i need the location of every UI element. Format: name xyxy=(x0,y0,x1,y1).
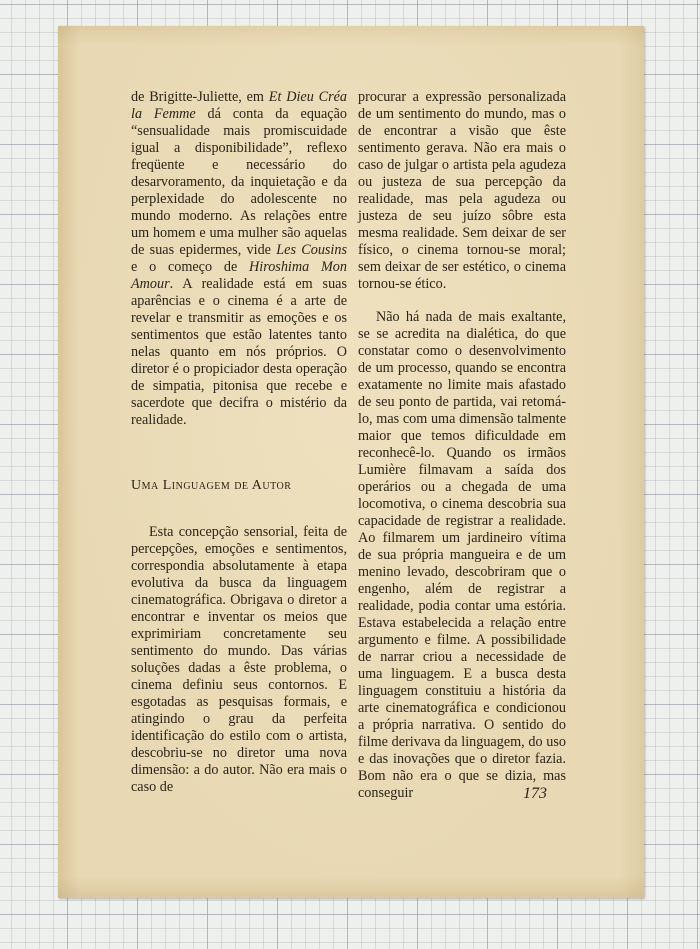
text-run: e o começo de xyxy=(131,259,250,275)
section-heading: Uma Linguagem de Autor xyxy=(131,478,292,493)
right-column xyxy=(358,89,566,802)
right-paragraph-2: Não há nada de mais exaltante, se se acredita na dialética, do que constatar como o desenvolvimento de um processo, quando se encontra exatamente no limite mais afastado de seu ponto de partida, vai retomá-lo, mas com uma dimensão talmente maior que temos dificuldade em reconhecê-lo. Quando os irmãos Lumière filmavam a saída dos operários ou a chegada de uma locomotiva, o cinema descobria sua capacidade de registrar a realidade. Ao filmarem um jardineiro vítima de sua própria mangueira e de um menino levado, descobriram que o engenho, além de registrar a realidade, podia contar uma estória. Estava estabelecida a relação entre argumento e filme. A possibilidade de narrar criou a necessidade de uma linguagem. E a busca desta linguagem constituiu a história da arte cinematográfica e condicionou a própria narrativa. O sentido do filme derivava da linguagem, do uso e das inovações que o diretor fazia. Bom não era o que se dizia, mas conseguir xyxy=(358,309,566,801)
book-page xyxy=(58,26,644,898)
left-column xyxy=(131,89,347,796)
film-title: Et Dieu Créa la Femme xyxy=(131,89,348,122)
right-paragraph-1: procurar a expressão personalizada de um sentimento do mundo, mas o de encontrar a visão que êste sentimento gerava. Não era mais o caso de julgar o artista pela agudeza ou justeza de sua percepção da realidade, mas pela agudeza ou justeza de seu juízo sôbre esta mesma realidade. Sem deixar de ser físico, o cinema tornou-se moral; sem deixar de ser estético, o cinema tornou-se ético. xyxy=(358,89,566,292)
left-paragraph-1 xyxy=(131,89,347,429)
left-paragraph-2: Esta concepção sensorial, feita de percepções, emoções e sentimentos, correspondia absolutamente à etapa evolutiva da busca da linguagem cinematográfica. Obrigava o diretor a encontrar e inventar os meios que exprimiriam concretamente seu sentimento do mundo. Das várias soluções dadas a êste problema, o cinema definiu seus contornos. E esgotadas as pesquisas formais, e atingindo o grau da perfeita identificação do estilo com o artista, descobriu-se no diretor uma nova dimensão: a do autor. Não era mais o caso de xyxy=(131,524,347,795)
text-run: de Brigitte-Juliette, em xyxy=(131,89,269,105)
film-title: Hiroshima Mon Amour xyxy=(131,259,347,292)
text-run: dá conta da equação “sensualidade mais promiscuidade igual a disponibilidade”, reflexo freqüente e necessário do desarvoramento, da inquietação e da perplexidade do adolescente no mundo moderno. As relações entre um homem e uma mulher são aquelas de suas epidermes, vide xyxy=(131,106,347,258)
film-title: Les Cousins xyxy=(276,242,347,258)
text-run: . A realidade está em suas aparências e o cinema é a arte de revelar e transmitir as emoções e os sentimentos que estão latentes tanto nelas quanto em nós próprios. O diretor é o propiciador desta operação de simpatia, pitonisa que recebe e sacerdote que decifra o mistério da realidade. xyxy=(131,276,347,428)
page-number: 173 xyxy=(523,785,547,802)
